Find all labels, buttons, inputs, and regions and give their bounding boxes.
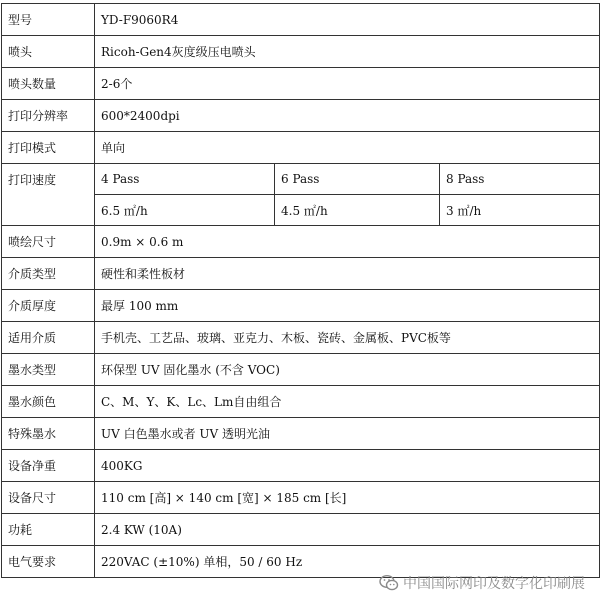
row-label: 喷头 [2, 36, 95, 68]
row-label: 喷头数量 [2, 68, 95, 100]
table-row [2, 482, 600, 514]
speed-value: 3 ㎡/h [440, 195, 600, 226]
spec-table [1, 3, 600, 578]
row-label: 设备尺寸 [2, 482, 95, 514]
table-row [2, 290, 600, 322]
row-label: 墨水颜色 [2, 386, 95, 418]
table-row [2, 322, 600, 354]
row-label: 适用介质 [2, 322, 95, 354]
row-label: 介质类型 [2, 258, 95, 290]
speed-row-modes [2, 164, 600, 195]
watermark [379, 573, 585, 593]
row-value: C、M、Y、K、Lc、Lm自由组合 [95, 386, 600, 418]
row-label: 功耗 [2, 514, 95, 546]
watermark-text: 中国国际网印及数字化印刷展 [403, 576, 585, 592]
row-label: 型号 [2, 4, 95, 36]
speed-value: 4.5 ㎡/h [275, 195, 440, 226]
speed-mode: 8 Pass [440, 164, 600, 195]
row-value: 0.9m × 0.6 m [95, 226, 600, 258]
row-value: 2.4 KW (10A) [95, 514, 600, 546]
speed-mode: 4 Pass [95, 164, 275, 195]
row-label: 电气要求 [2, 546, 95, 578]
row-value: 最厚 100 mm [95, 290, 600, 322]
row-value: 环保型 UV 固化墨水 (不含 VOC) [95, 354, 600, 386]
row-value: YD-F9060R4 [95, 4, 600, 36]
row-value: Ricoh-Gen4灰度级压电喷头 [95, 36, 600, 68]
row-label: 介质厚度 [2, 290, 95, 322]
wechat-icon [379, 574, 399, 592]
row-value: 单向 [95, 132, 600, 164]
table-row [2, 100, 600, 132]
row-value: 600*2400dpi [95, 100, 600, 132]
table-row [2, 36, 600, 68]
row-label: 墨水类型 [2, 354, 95, 386]
table-row [2, 258, 600, 290]
row-value: 110 cm [高] × 140 cm [宽] × 185 cm [长] [95, 482, 600, 514]
table-row [2, 386, 600, 418]
row-label: 特殊墨水 [2, 418, 95, 450]
row-value: 220VAC (±10%) 单相，50 / 60 Hz [95, 546, 600, 578]
row-label: 喷绘尺寸 [2, 226, 95, 258]
row-label: 打印分辨率 [2, 100, 95, 132]
row-label: 设备净重 [2, 450, 95, 482]
table-row [2, 68, 600, 100]
table-row [2, 132, 600, 164]
table-row [2, 514, 600, 546]
table-row [2, 450, 600, 482]
row-value: 400KG [95, 450, 600, 482]
row-label: 打印模式 [2, 132, 95, 164]
table-row [2, 354, 600, 386]
speed-value: 6.5 ㎡/h [95, 195, 275, 226]
speed-mode: 6 Pass [275, 164, 440, 195]
table-row [2, 4, 600, 36]
row-value: 手机壳、工艺品、玻璃、亚克力、木板、瓷砖、金属板、PVC板等 [95, 322, 600, 354]
row-value: 2-6个 [95, 68, 600, 100]
table-row [2, 418, 600, 450]
table-row [2, 226, 600, 258]
row-value: UV 白色墨水或者 UV 透明光油 [95, 418, 600, 450]
row-value: 硬性和柔性板材 [95, 258, 600, 290]
speed-label: 打印速度 [2, 164, 95, 226]
